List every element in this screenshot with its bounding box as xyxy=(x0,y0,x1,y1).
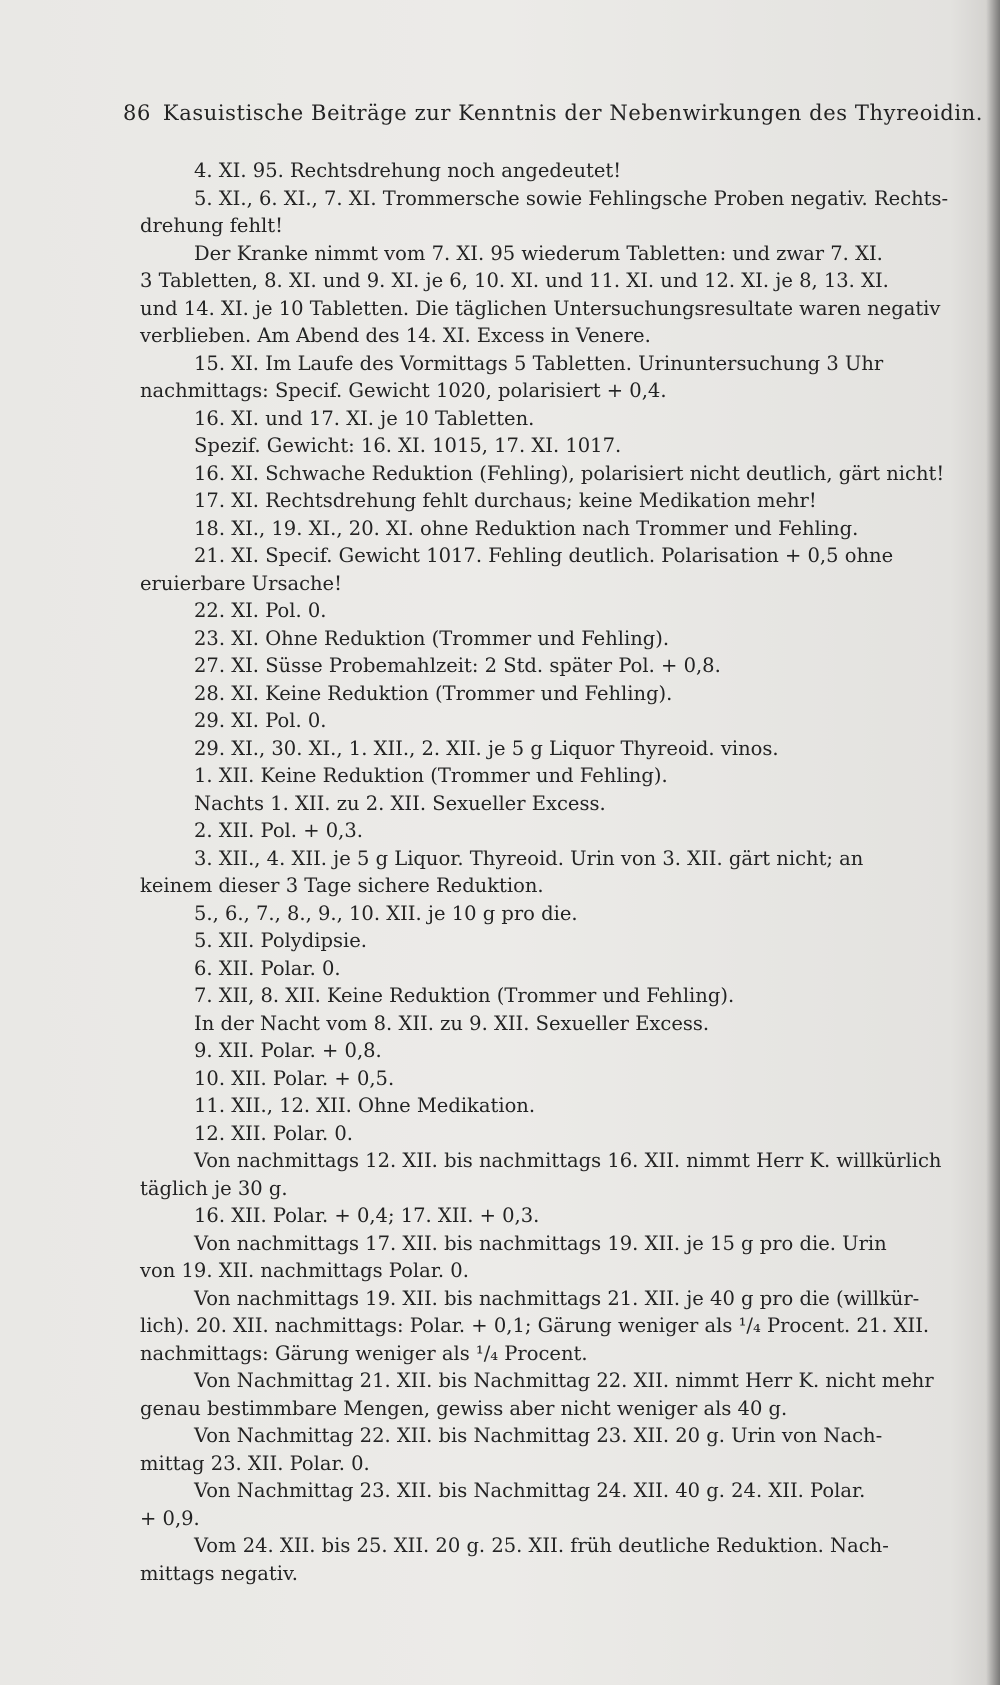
text-line: Von nachmittags 17. XII. bis nachmittags 19. XII. je 15 g pro die. Urin xyxy=(194,1231,887,1255)
text-line: 4. XI. 95. Rechtsdrehung noch angedeutet! xyxy=(194,159,622,182)
text-line: 5., 6., 7., 8., 9., 10. XII. je 10 g pro die. xyxy=(194,901,578,925)
text-line: 16. XI. Schwache Reduktion (Fehling), polarisiert nicht deutlich, gärt nicht! xyxy=(194,461,945,485)
text-line: Nachts 1. XII. zu 2. XII. Sexueller Excess. xyxy=(194,791,606,815)
text-line: von 19. XII. nachmittags Polar. 0. xyxy=(140,1259,469,1282)
page-header xyxy=(123,101,984,125)
running-head: Kasuistische Beiträge zur Kenntnis der Nebenwirkungen des Thyreoidin. xyxy=(162,101,984,125)
text-line: 15. XI. Im Laufe des Vormittags 5 Tabletten. Urinuntersuchung 3 Uhr xyxy=(194,351,884,375)
text-line: genau bestimmbare Mengen, gewiss aber nicht weniger als 40 g. xyxy=(140,1396,788,1420)
text-line: lich). 20. XII. nachmittags: Polar. + 0,1; Gärung weniger als ¹/₄ Procent. 21. XII. xyxy=(140,1314,930,1337)
text-line: Spezif. Gewicht: 16. XI. 1015, 17. XI. 1017. xyxy=(194,434,622,457)
text-line: nachmittags: Specif. Gewicht 1020, polarisiert + 0,4. xyxy=(140,379,667,402)
text-line: nachmittags: Gärung weniger als ¹/₄ Procent. xyxy=(140,1341,588,1365)
text-line: 10. XII. Polar. + 0,5. xyxy=(194,1066,395,1090)
text-line: 11. XII., 12. XII. Ohne Medikation. xyxy=(194,1094,536,1117)
text-line: 23. XI. Ohne Reduktion (Trommer und Fehling). xyxy=(194,626,670,650)
text-line: täglich je 30 g. xyxy=(140,1176,288,1200)
text-line: 16. XII. Polar. + 0,4; 17. XII. + 0,3. xyxy=(194,1204,540,1227)
page-body xyxy=(140,157,960,1587)
text-line: 18. XI., 19. XI., 20. XI. ohne Reduktion nach Trommer und Fehling. xyxy=(194,516,859,540)
text-line: Von Nachmittag 23. XII. bis Nachmittag 24. XII. 40 g. 24. XII. Polar. xyxy=(194,1479,866,1502)
text-line: Von Nachmittag 22. XII. bis Nachmittag 23. XII. 20 g. Urin von Nach- xyxy=(194,1424,883,1447)
text-line: 2. XII. Pol. + 0,3. xyxy=(194,819,363,842)
text-line: 17. XI. Rechtsdrehung fehlt durchaus; keine Medikation mehr! xyxy=(194,489,817,512)
text-line: keinem dieser 3 Tage sichere Reduktion. xyxy=(140,874,544,897)
text-line: + 0,9. xyxy=(140,1506,200,1530)
text-line: 22. XI. Pol. 0. xyxy=(194,599,327,622)
text-line: Von nachmittags 12. XII. bis nachmittags 16. XII. nimmt Herr K. willkürlich xyxy=(194,1149,942,1172)
text-line: verblieben. Am Abend des 14. XI. Excess in Venere. xyxy=(140,324,651,347)
text-line: 3 Tabletten, 8. XI. und 9. XI. je 6, 10. XI. und 11. XI. und 12. XI. je 8, 13. XI. xyxy=(140,269,889,292)
text-line: und 14. XI. je 10 Tabletten. Die täglichen Untersuchungsresultate waren negativ xyxy=(140,296,941,320)
text-line: 9. XII. Polar. + 0,8. xyxy=(194,1039,382,1062)
text-line: eruierbare Ursache! xyxy=(140,571,342,595)
text-line: 1. XII. Keine Reduktion (Trommer und Fehling). xyxy=(194,764,668,787)
text-line: 5. XI., 6. XI., 7. XI. Trommersche sowie Fehlingsche Proben negativ. Rechts- xyxy=(194,186,949,210)
text-line: 29. XI. Pol. 0. xyxy=(194,709,327,732)
text-line: 7. XII, 8. XII. Keine Reduktion (Trommer und Fehling). xyxy=(194,984,735,1007)
text-line: 29. XI., 30. XI., 1. XII., 2. XII. je 5 g Liquor Thyreoid. vinos. xyxy=(194,736,779,760)
text-line: Vom 24. XII. bis 25. XII. 20 g. 25. XII. früh deutliche Reduktion. Nach- xyxy=(194,1534,889,1557)
text-line: 28. XI. Keine Reduktion (Trommer und Fehling). xyxy=(194,681,673,705)
text-line: Von Nachmittag 21. XII. bis Nachmittag 22. XII. nimmt Herr K. nicht mehr xyxy=(194,1369,934,1392)
text-line: 21. XI. Specif. Gewicht 1017. Fehling deutlich. Polarisation + 0,5 ohne xyxy=(194,544,894,567)
text-line: mittag 23. XII. Polar. 0. xyxy=(140,1451,370,1475)
text-line: 3. XII., 4. XII. je 5 g Liquor. Thyreoid. Urin von 3. XII. gärt nicht; an xyxy=(194,846,864,870)
text-line: Von nachmittags 19. XII. bis nachmittags 21. XII. je 40 g pro die (willkür- xyxy=(194,1286,920,1310)
text-line: 6. XII. Polar. 0. xyxy=(194,956,341,980)
page-number: 86 xyxy=(123,101,151,125)
text-line: In der Nacht vom 8. XII. zu 9. XII. Sexueller Excess. xyxy=(194,1011,710,1035)
text-line: Der Kranke nimmt vom 7. XI. 95 wiederum Tabletten: und zwar 7. XI. xyxy=(194,241,883,265)
text-line: drehung fehlt! xyxy=(140,214,283,237)
text-line: 27. XI. Süsse Probemahlzeit: 2 Std. später Pol. + 0,8. xyxy=(194,654,721,677)
text-line: 12. XII. Polar. 0. xyxy=(194,1121,354,1145)
text-line: 5. XII. Polydipsie. xyxy=(194,929,367,952)
text-line: 16. XI. und 17. XI. je 10 Tabletten. xyxy=(194,406,535,430)
text-line: mittags negativ. xyxy=(140,1561,298,1585)
page-edge-shadow xyxy=(986,0,1000,1685)
